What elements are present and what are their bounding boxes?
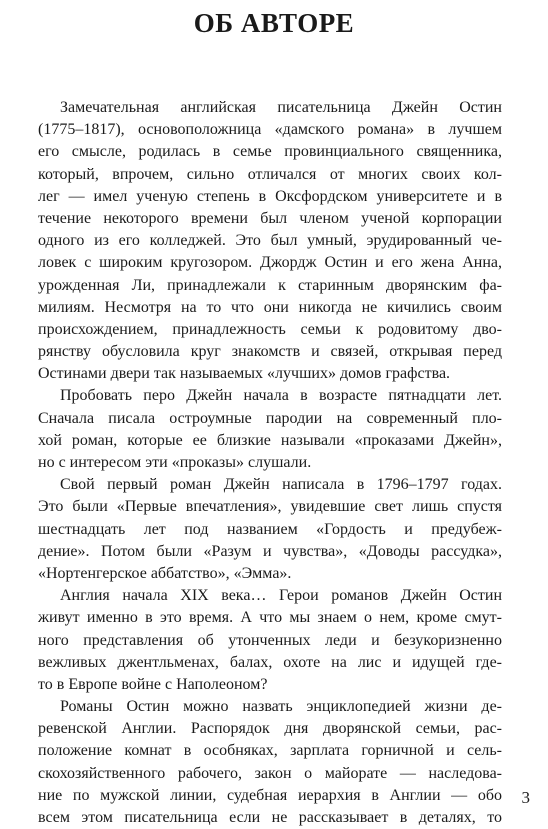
text-line: Замечательная английская писательница Джейн Остин	[60, 99, 502, 116]
text-line: ревенской Англии. Распорядок дня дворянской семьи, рас-	[38, 720, 502, 738]
text-line: Это были «Первые впечатления», увидевшие свет лишь спустя	[38, 498, 502, 516]
text-line: урожденная Ли, принадлежали к старинным дворянским фа-	[38, 276, 502, 294]
text-line: происхождением, принадлежность семьи к родовитому дво-	[38, 320, 502, 338]
text-line: всем этом писательница если не рассказывает в деталях, то	[38, 809, 502, 826]
text-line: который, впрочем, сильно отличался от многих своих кол-	[38, 165, 502, 183]
text-line: дение». Потом были «Разум и чувства», «Доводы рассудка»,	[38, 542, 502, 560]
text-line: шестнадцать лет под названием «Гордость и предубеж-	[38, 520, 502, 538]
page-number: 3	[521, 788, 530, 807]
text-line: Англия начала XIX века… Герои романов Джейн Остин	[60, 587, 502, 605]
text-line: «Нортенгерское аббатство», «Эмма».	[38, 564, 292, 582]
text-line: рянству обусловила круг знакомств и связей, открывая перед	[38, 343, 502, 361]
text-line: то в Европе войне с Наполеоном?	[38, 675, 268, 693]
text-line: течение некоторого времени был членом ученой корпорации	[38, 209, 502, 227]
text-line: Остинами двери так называемых «лучших» домов графства.	[38, 365, 451, 383]
text-line: ловек с широким кругозором. Джордж Остин и его жена Анна,	[38, 254, 502, 272]
text-line: Романы Остин можно назвать энциклопедией жизни де-	[60, 698, 502, 716]
text-line: (1775–1817), основоположница «дамского романа» в лучшем	[38, 121, 502, 139]
text-line: милиям. Несмотря на то что они никогда не кичились своим	[38, 298, 502, 316]
text-line: ние по мужской линии, судебная иерархия в Англии — обо	[38, 786, 502, 804]
text-line: одного из его колледжей. Это был умный, эрудированный че-	[38, 232, 502, 250]
text-line: Сначала писала остроумные пародии на современный пло-	[38, 409, 502, 427]
text-line: скохозяйственного рабочего, закон о майорате — наследова-	[38, 764, 502, 782]
text-line: Пробовать перо Джейн начала в возрасте пятнадцати лет.	[60, 387, 502, 405]
text-line: лег — имел ученую степень в Оксфордском университете и в	[38, 187, 502, 205]
text-line: вежливых джентльменах, балах, охоте на лис и идущей где-	[38, 653, 502, 671]
text-line: Свой первый роман Джейн написала в 1796–1797 годах.	[60, 476, 502, 494]
text-line: положение комнат в особняках, зарплата горничной и сель-	[38, 742, 502, 760]
text-line: ного представления об утонченных леди и безукоризненно	[38, 631, 502, 649]
page-title: ОБ АВТОРЕ	[193, 8, 355, 38]
text-line: но с интересом эти «проказы» слушали.	[38, 454, 312, 471]
text-line: живут именно в это время. А что мы знаем о нем, кроме смут-	[38, 609, 502, 627]
body-text	[38, 97, 502, 829]
text-line: его смысле, родилась в семье провинциального священника,	[38, 143, 502, 161]
text-line: хой роман, которые ее близкие называли «проказами Джейн»,	[38, 431, 502, 449]
